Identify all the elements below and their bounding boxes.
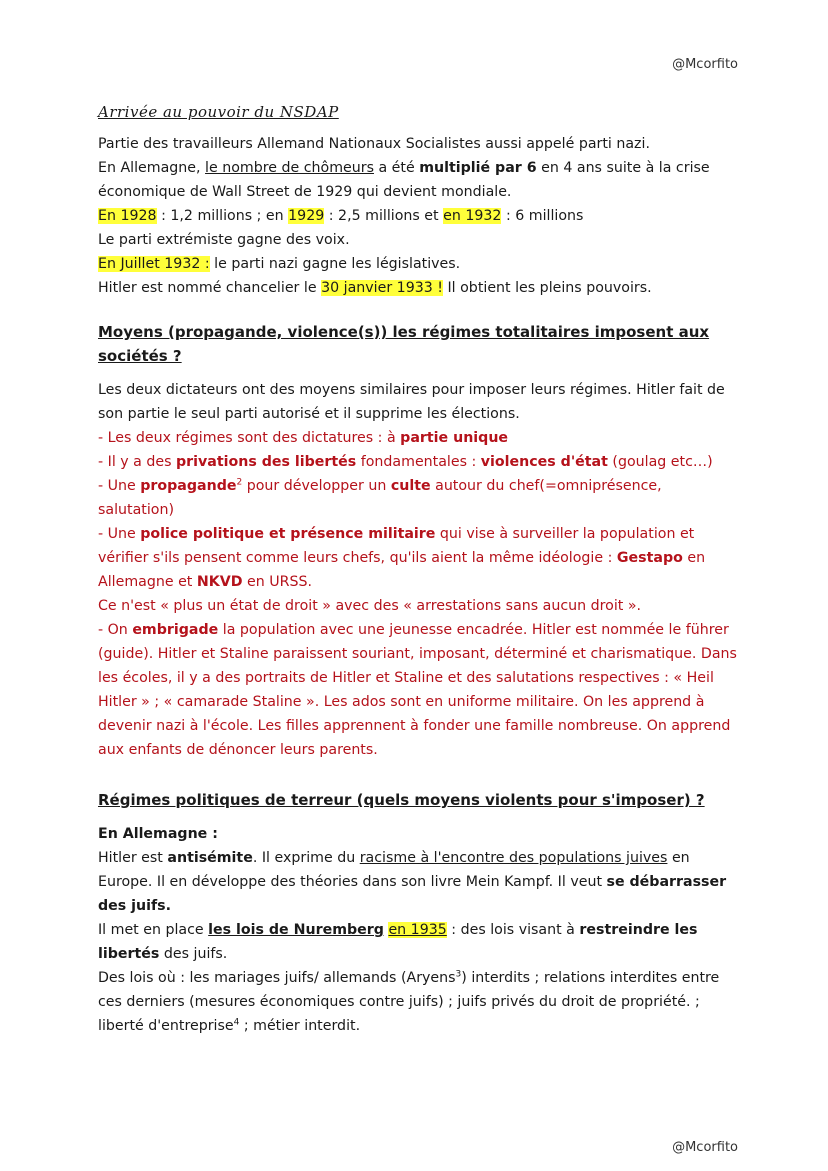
text-line: En Allemagne, le nombre de chômeurs a été multiplié par 6 en 4 ans suite à la crise (98, 160, 710, 176)
section-title-nsdap: Arrivée au pouvoir du NSDAP (98, 103, 339, 121)
text-line: Le parti extrémiste gagne des voix. (98, 232, 350, 248)
paragraph: Les deux dictateurs ont des moyens similaires pour imposer leurs régimes. Hitler fait de son partie le seul parti autorisé et il supprime les élections. (98, 382, 725, 422)
paragraph: Hitler est antisémite. Il exprime du racisme à l'encontre des populations juives en Europe. Il en développe des théories dans son livre Mein Kampf. Il veut se débarrasser des juifs. (98, 850, 727, 914)
bullet-item: - Les deux régimes sont des dictatures : à partie unique (98, 430, 509, 446)
text-line: En 1928 : 1,2 millions ; en 1929 : 2,5 millions et en 1932 : 6 millions (98, 208, 584, 224)
bullet-item: - On embrigade la population avec une jeunesse encadrée. Hitler est nommée le führer (guide). Hitler et Staline paraissent souriant, imposant, déterminé et charismatique. Dans les écoles, il y a des portraits de Hitler et Staline et des salutations respectives : « Heil Hitler » ; « camarade Staline ». Les ados sont en uniforme militaire. On les apprend à devenir nazi à l'école. Les filles apprennent à fonder une famille nombreuse. On apprend aux enfants de dénoncer leurs parents. (98, 622, 737, 758)
watermark-bottom: @Mcorfito (672, 1140, 738, 1155)
paragraph: Des lois où : les mariages juifs/ allemands (Aryens$^3$) interdits ; relations interdites entre ces derniers (mesures économiques contre juifs) ; juifs privés du droit de propriété. ; liberté d'entreprise$^4$ ; métier interdit. (98, 969, 720, 1034)
text-line: économique de Wall Street de 1929 qui devient mondiale. (98, 184, 512, 200)
text-line: En Juillet 1932 : le parti nazi gagne les législatives. (98, 256, 461, 272)
subheading: En Allemagne : (98, 826, 218, 842)
document-body (98, 100, 738, 1038)
section-heading-terreur: Régimes politiques de terreur (quels moyens violents pour s'imposer) ? (98, 791, 705, 809)
bullet-item: - Une propagande$^2$ pour développer un culte autour du chef(=omniprésence, salutation) (98, 477, 662, 518)
paragraph: Il met en place les lois de Nuremberg en 1935 : des lois visant à restreindre les libertés des juifs. (98, 922, 698, 962)
bullet-item: - Il y a des privations des libertés fondamentales : violences d'état (goulag etc…) (98, 454, 713, 470)
text-line: Hitler est nommé chancelier le 30 janvier 1933 ! Il obtient les pleins pouvoirs. (98, 280, 652, 296)
section-heading-moyens: Moyens (propagande, violence(s)) les régimes totalitaires imposent aux sociétés ? (98, 323, 710, 365)
watermark-top: @Mcorfito (672, 57, 738, 72)
bullet-item: - Une police politique et présence militaire qui vise à surveiller la population et vérifier s'ils pensent comme leurs chefs, qu'ils aient la même idéologie : Gestapo en Allemagne et NKVD en URSS. (98, 526, 706, 590)
text-line: Partie des travailleurs Allemand Nationaux Socialistes aussi appelé parti nazi. (98, 136, 650, 152)
paragraph: Ce n'est « plus un état de droit » avec des « arrestations sans aucun droit ». (98, 598, 642, 614)
